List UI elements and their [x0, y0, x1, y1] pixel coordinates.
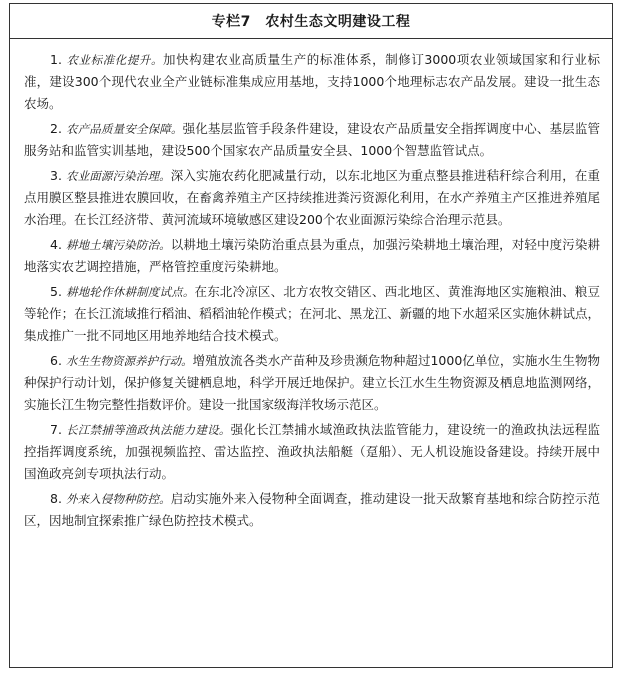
item-number: 8.	[50, 491, 67, 506]
item-title: 耕地轮作休耕制度试点。	[66, 285, 195, 299]
list-item	[24, 281, 600, 347]
item-text: 深入实施农药化肥减量行动，以东北地区为重点整县推进秸秆综合利用，在重点用膜区整县推进农膜回收，在畜禽养殖主产区持续推进粪污资源化利用，在水产养殖主产区推进养殖尾水治理。在长江经济带、黄河流域环境敏感区建设200个农业面源污染综合治理示范县。	[24, 168, 600, 227]
list-item	[24, 118, 600, 162]
item-text: 强化基层监管手段条件建设，建设农产品质量安全指挥调度中心、基层监管服务站和监管实训基地，建设500个国家农产品质量安全县、1000个智慧监管试点。	[24, 121, 600, 158]
item-title: 农业标准化提升。	[66, 53, 164, 67]
item-title: 外来入侵物种防控。	[66, 492, 171, 506]
item-text: 以耕地土壤污染防治重点县为重点，加强污染耕地土壤治理，对轻中度污染耕地落实农艺调控措施，严格管控重度污染耕地。	[24, 237, 600, 274]
column-title: 专栏7 农村生态文明建设工程	[10, 4, 612, 39]
item-number: 2.	[50, 121, 67, 136]
item-number: 5.	[50, 284, 67, 299]
item-title: 耕地土壤污染防治。	[66, 238, 171, 252]
item-text: 增殖放流各类水产苗种及珍贵濒危物种超过1000亿单位，实施水生生物物种保护行动计划，保护修复关键栖息地，科学开展迁地保护。建立长江水生生物资源及栖息地监测网络，实施长江生物完整性指数评价。建设一批国家级海洋牧场示范区。	[24, 353, 600, 412]
item-text: 强化长江禁捕水域渔政执法监管能力，建设统一的渔政执法远程监控指挥调度系统，加强视频监控、雷达监控、渔政执法船艇（趸船）、无人机设施设备建设。持续开展中国渔政亮剑专项执法行动。	[24, 422, 600, 481]
column-box	[9, 3, 613, 668]
item-title: 农产品质量安全保障。	[66, 122, 183, 136]
item-number: 4.	[50, 237, 67, 252]
list-item	[24, 234, 600, 278]
item-text: 在东北冷凉区、北方农牧交错区、西北地区、黄淮海地区实施粮油、粮豆等轮作；在长江流域推行稻油、稻稻油轮作模式；在河北、黑龙江、新疆的地下水超采区实施休耕试点，集成推广一批不同地区用地养地结合技术模式。	[24, 284, 600, 343]
list-item	[24, 488, 600, 532]
list-item	[24, 350, 600, 416]
item-number: 1.	[50, 52, 67, 67]
item-title: 水生生物资源养护行动。	[65, 354, 193, 368]
list-item	[24, 165, 600, 231]
item-text: 加快构建农业高质量生产的标准体系，制修订3000项农业领域国家和行业标准，建设300个现代农业全产业链标准集成应用基地，支持1000个地理标志农产品发展。建设一批生态农场。	[24, 52, 601, 111]
item-text: 启动实施外来入侵物种全面调查，推动建设一批天敌繁育基地和综合防控示范区，因地制宜探索推广绿色防控技术模式。	[24, 491, 600, 528]
item-title: 长江禁捕等渔政执法能力建设。	[66, 423, 231, 437]
item-title: 农业面源污染治理。	[66, 169, 171, 183]
item-number: 7.	[50, 422, 67, 437]
item-number: 3.	[50, 168, 67, 183]
list-item	[24, 419, 600, 485]
list-item	[24, 49, 600, 115]
column-content	[10, 39, 612, 532]
item-number: 6.	[50, 353, 66, 368]
